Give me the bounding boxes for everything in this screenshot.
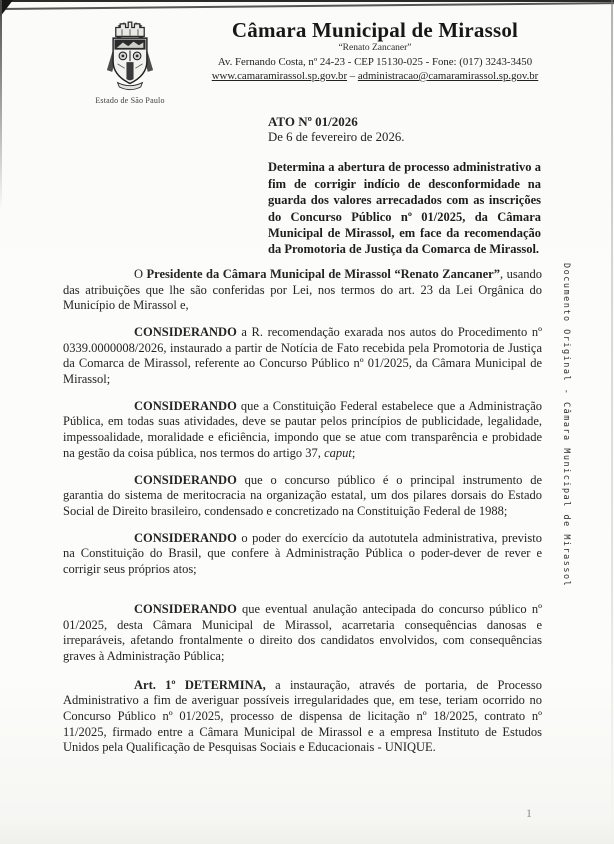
org-contact-line	[200, 70, 550, 82]
body-paragraph: CONSIDERANDO que a Constituição Federal estabelece que a Administração Pública, em todas suas atividades, deve se pautar pelos princípios de publicidade, legalidade, impessoalidade, moralidade e eficiência, impondo que se atue com transparência e probidade na gestão da coisa pública, nos termos do artigo 37, caput;	[63, 398, 542, 460]
contact-separator: –	[347, 70, 358, 82]
org-nickname: “Renato Zancaner”	[338, 43, 412, 53]
scan-edge-left	[0, 0, 2, 210]
body-paragraph: Art. 1º DETERMINA, a instauração, através de portaria, de Processo Administrativo a fim de averiguar possíveis irregularidades que, em tese, teriam ocorrido no Concurso Público nº 01/2025, processo de dispensa de licitação nº 18/2025, contrato nº 11/2025, firmado entre a Câmara Municipal de Mirassol e a empresa Instituto de Estudos Unidos pela Qualificação de Pesquisas Sociais e Educacionais - UNIQUE.	[63, 677, 542, 755]
org-website: www.camaramirassol.sp.gov.br	[211, 70, 348, 82]
crest-caption: Estado de São Paulo	[95, 96, 165, 105]
act-heading	[268, 114, 542, 145]
act-summary: Determina a abertura de processo administrativo a fim de corrigir indício de desconformidade na guarda dos valores arrecadados com as inscrições do Concurso Público nº 01/2025, da Câmara Municipal de Mirassol, em face da recomendação da Promotoria de Justiça da Comarca de Mirassol.	[268, 160, 541, 257]
org-name: Câmara Municipal de Mirassol	[231, 18, 519, 42]
body-paragraph: CONSIDERANDO que o concurso público é o principal instrumento de garantia do sistema de meritocracia na organização estatal, um dos pilares dorsais do Estado Social de Direito brasileiro, condensado e concretizado na Constituição Federal de 1988;	[63, 472, 542, 518]
body-paragraph: CONSIDERANDO o poder do exercício da autotutela administrativa, previsto na Constituição do Brasil, que confere à Administração Pública o poder-dever de rever e corrigir seus próprios atos;	[63, 530, 542, 577]
page-number: 1	[526, 806, 532, 820]
body-paragraph: CONSIDERANDO que eventual anulação antecipada do concurso público nº 01/2025, desta Câmara Municipal de Mirassol, acarretaria consequências danosas e irreparáveis, afetando frontalmente o direito dos candidatos envolvidos, com consequências graves à Administração Pública;	[63, 601, 542, 663]
body-paragraph: CONSIDERANDO a R. recomendação exarada nos autos do Procedimento nº 0339.0000008/2026, instaurado a partir de Notícia de Fato recebida pela Promotoria de Justiça da Comarca de Mirassol, referente ao Concurso Público nº 01/2025, da Câmara Municipal de Mirassol;	[63, 324, 542, 387]
scan-skew-line	[0, 2, 614, 10]
document-body	[63, 114, 542, 756]
act-number: ATO Nº 01/2026	[268, 114, 358, 129]
scan-edge-right	[611, 0, 613, 844]
letterhead	[200, 18, 550, 82]
org-email: administracao@camaramirassol.sp.gov.br	[357, 70, 539, 82]
body-paragraph: O Presidente da Câmara Municipal de Mirassol “Renato Zancaner”, usando das atribuições que lhe são conferidas por Lei, nos termos do art. 23 da Lei Orgânica do Município de Mirassol e,	[63, 266, 542, 313]
scan-edge-top	[0, 0, 614, 2]
document-original-watermark: Documento Original - Câmara Municipal de Mirassol	[561, 263, 571, 588]
coat-of-arms-icon	[84, 15, 176, 95]
org-address: Av. Fernando Costa, nº 24-23 - CEP 15130-025 - Fone: (017) 3243-3450	[217, 56, 533, 68]
act-date: De 6 de fevereiro de 2026.	[268, 129, 405, 144]
